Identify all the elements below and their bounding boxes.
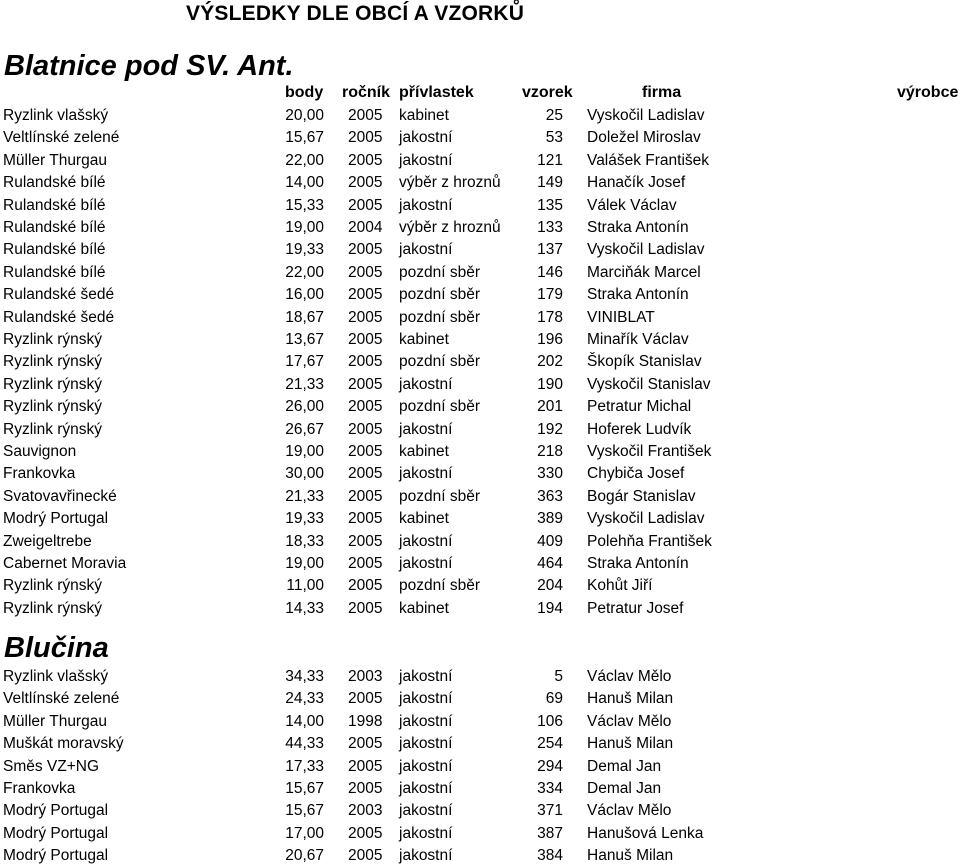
cell-sample-number: 69 bbox=[545, 690, 563, 708]
cell-sample-number: 194 bbox=[537, 599, 563, 617]
cell-year: 2004 bbox=[348, 219, 383, 236]
cell-variety: Ryzlink rýnský bbox=[3, 420, 103, 438]
cell-year: 2005 bbox=[348, 241, 383, 259]
cell-attribute: pozdní sběr bbox=[399, 308, 480, 326]
table-row bbox=[0, 800, 960, 822]
cell-attribute: výběr z hroznů bbox=[399, 174, 501, 192]
cell-year: 2005 bbox=[348, 331, 383, 348]
cell-sample-number: 146 bbox=[537, 263, 563, 281]
cell-attribute: pozdní sběr bbox=[399, 353, 480, 371]
cell-variety: Müller Thurgau bbox=[3, 151, 107, 169]
cell-attribute: pozdní sběr bbox=[399, 577, 480, 595]
cell-sample-number: 149 bbox=[537, 174, 563, 192]
table-row bbox=[0, 688, 960, 710]
cell-variety: Ryzlink vlašský bbox=[3, 668, 109, 685]
cell-producer-name: Valášek František bbox=[587, 151, 710, 169]
cell-year: 2005 bbox=[348, 420, 383, 438]
cell-variety: Rulandské šedé bbox=[3, 308, 115, 326]
cell-variety: Frankovka bbox=[3, 780, 76, 797]
cell-producer-name: Petratur Michal bbox=[587, 398, 692, 416]
table-row bbox=[0, 598, 960, 620]
cell-attribute: pozdní sběr bbox=[399, 263, 480, 281]
table-row bbox=[0, 239, 960, 261]
cell-points: 11,00 bbox=[286, 577, 324, 595]
cell-year: 2003 bbox=[348, 668, 383, 685]
cell-variety: Sauvignon bbox=[3, 443, 77, 460]
cell-year: 2005 bbox=[348, 443, 383, 460]
cell-year: 2005 bbox=[348, 555, 383, 572]
cell-attribute: jakostní bbox=[399, 241, 453, 259]
cell-attribute: jakostní bbox=[399, 824, 453, 842]
cell-attribute: jakostní bbox=[399, 465, 453, 483]
cell-sample-number: 25 bbox=[545, 107, 563, 124]
cell-points: 20,67 bbox=[285, 847, 324, 865]
table-row bbox=[0, 553, 960, 575]
cell-sample-number: 204 bbox=[537, 577, 563, 595]
cell-sample-number: 384 bbox=[537, 847, 563, 865]
cell-attribute: jakostní bbox=[399, 780, 453, 797]
cell-attribute: jakostní bbox=[399, 668, 453, 685]
cell-points: 21,33 bbox=[285, 375, 324, 393]
table-row bbox=[0, 329, 960, 351]
cell-variety: Ryzlink rýnský bbox=[3, 398, 103, 416]
cell-variety: Ryzlink rýnský bbox=[3, 577, 103, 595]
cell-attribute: jakostní bbox=[399, 802, 453, 820]
cell-points: 20,00 bbox=[285, 107, 324, 124]
cell-points: 19,33 bbox=[285, 510, 324, 528]
table-row bbox=[0, 105, 960, 127]
cell-sample-number: 254 bbox=[537, 735, 563, 753]
cell-producer-name: Václav Mělo bbox=[587, 802, 672, 820]
cell-year: 2005 bbox=[348, 465, 383, 483]
cell-year: 2005 bbox=[348, 286, 383, 304]
cell-sample-number: 179 bbox=[537, 286, 563, 304]
cell-attribute: kabinet bbox=[399, 107, 449, 124]
cell-variety: Rulandské bílé bbox=[3, 219, 106, 236]
cell-producer-name: Vyskočil Ladislav bbox=[587, 241, 705, 259]
table-row bbox=[0, 419, 960, 441]
section-title-blucina: Blučina bbox=[4, 632, 109, 664]
table-row bbox=[0, 531, 960, 553]
cell-producer-name: Marciňák Marcel bbox=[587, 263, 701, 281]
table-row bbox=[0, 508, 960, 530]
cell-sample-number: 121 bbox=[537, 151, 563, 169]
cell-sample-number: 178 bbox=[537, 308, 563, 326]
header-sample: vzorek bbox=[522, 84, 573, 101]
cell-producer-name: Kohůt Jiří bbox=[587, 577, 653, 595]
cell-producer-name: Vyskočil Stanislav bbox=[587, 375, 711, 393]
page-title: VÝSLEDKY DLE OBCÍ A VZORKŮ bbox=[186, 2, 525, 25]
cell-variety: Ryzlink rýnský bbox=[3, 375, 103, 393]
cell-points: 19,00 bbox=[285, 443, 324, 460]
cell-sample-number: 135 bbox=[537, 196, 563, 214]
table-row bbox=[0, 127, 960, 149]
cell-year: 2005 bbox=[348, 847, 383, 865]
cell-points: 15,33 bbox=[285, 196, 324, 214]
table-row bbox=[0, 217, 960, 239]
cell-sample-number: 202 bbox=[537, 353, 563, 371]
cell-year: 2005 bbox=[348, 487, 383, 505]
table-row bbox=[0, 262, 960, 284]
cell-year: 2005 bbox=[348, 308, 383, 326]
cell-sample-number: 5 bbox=[554, 668, 563, 685]
cell-sample-number: 363 bbox=[537, 487, 563, 505]
table-row bbox=[0, 666, 960, 688]
cell-attribute: kabinet bbox=[399, 510, 449, 528]
cell-sample-number: 371 bbox=[537, 802, 563, 820]
cell-producer-name: Hanušová Lenka bbox=[587, 824, 704, 842]
table-row bbox=[0, 374, 960, 396]
cell-attribute: jakostní bbox=[399, 847, 453, 865]
cell-attribute: jakostní bbox=[399, 690, 453, 708]
cell-variety: Ryzlink vlašský bbox=[3, 107, 109, 124]
cell-sample-number: 192 bbox=[537, 420, 563, 438]
cell-points: 14,33 bbox=[285, 599, 324, 617]
cell-points: 19,00 bbox=[285, 555, 324, 572]
cell-sample-number: 409 bbox=[537, 532, 563, 550]
cell-attribute: kabinet bbox=[399, 599, 449, 617]
table-row bbox=[0, 575, 960, 597]
cell-attribute: jakostní bbox=[399, 532, 453, 550]
cell-year: 2005 bbox=[348, 174, 383, 192]
table-row bbox=[0, 396, 960, 418]
cell-points: 14,00 bbox=[285, 174, 324, 192]
cell-points: 13,67 bbox=[285, 331, 324, 348]
cell-variety: Ryzlink rýnský bbox=[3, 353, 103, 371]
cell-year: 2005 bbox=[348, 375, 383, 393]
cell-sample-number: 389 bbox=[537, 510, 563, 528]
table-row bbox=[0, 172, 960, 194]
cell-sample-number: 137 bbox=[537, 241, 563, 259]
cell-year: 2005 bbox=[348, 151, 383, 169]
cell-variety: Zweigeltrebe bbox=[3, 532, 92, 550]
cell-points: 44,33 bbox=[285, 735, 324, 753]
cell-year: 2005 bbox=[348, 780, 383, 797]
cell-points: 22,00 bbox=[285, 151, 324, 169]
cell-points: 17,00 bbox=[285, 824, 324, 842]
header-firm: firma bbox=[642, 84, 682, 101]
cell-year: 2005 bbox=[348, 735, 383, 753]
cell-points: 17,33 bbox=[285, 757, 324, 775]
cell-producer-name: Straka Antonín bbox=[587, 555, 689, 572]
cell-points: 21,33 bbox=[285, 487, 324, 505]
cell-attribute: kabinet bbox=[399, 331, 449, 348]
cell-producer-name: Bogár Stanislav bbox=[587, 487, 696, 505]
cell-producer-name: Vyskočil Ladislav bbox=[587, 510, 705, 528]
table-row bbox=[0, 778, 960, 800]
cell-year: 2005 bbox=[348, 129, 383, 147]
cell-variety: Rulandské bílé bbox=[3, 263, 106, 281]
cell-sample-number: 53 bbox=[545, 129, 563, 147]
cell-points: 14,00 bbox=[285, 712, 324, 730]
cell-attribute: kabinet bbox=[399, 443, 449, 460]
cell-producer-name: Straka Antonín bbox=[587, 286, 689, 304]
cell-producer-name: Demal Jan bbox=[587, 757, 662, 775]
table-row bbox=[0, 150, 960, 172]
cell-sample-number: 334 bbox=[537, 780, 563, 797]
header-attribute: přívlastek bbox=[399, 84, 474, 101]
cell-variety: Veltlínské zelené bbox=[3, 129, 120, 147]
cell-points: 24,33 bbox=[285, 690, 324, 708]
section-title-blatnice: Blatnice pod SV. Ant. bbox=[4, 50, 294, 82]
table-row bbox=[0, 441, 960, 463]
cell-variety: Rulandské bílé bbox=[3, 241, 106, 259]
cell-year: 2005 bbox=[348, 577, 383, 595]
cell-points: 15,67 bbox=[285, 802, 324, 820]
cell-producer-name: Polehňa František bbox=[587, 532, 712, 550]
cell-year: 2005 bbox=[348, 107, 383, 124]
cell-producer-name: Petratur Josef bbox=[587, 599, 684, 617]
cell-year: 2003 bbox=[348, 802, 383, 820]
cell-producer-name: Demal Jan bbox=[587, 780, 662, 797]
cell-sample-number: 294 bbox=[537, 757, 563, 775]
cell-attribute: jakostní bbox=[399, 555, 453, 572]
cell-producer-name: Chybiča Josef bbox=[587, 465, 685, 483]
cell-points: 15,67 bbox=[285, 129, 324, 147]
cell-points: 34,33 bbox=[285, 668, 324, 685]
cell-producer-name: Václav Mělo bbox=[587, 712, 672, 730]
cell-variety: Veltlínské zelené bbox=[3, 690, 120, 708]
cell-variety: Rulandské bílé bbox=[3, 174, 106, 192]
cell-year: 2005 bbox=[348, 690, 383, 708]
cell-sample-number: 190 bbox=[537, 375, 563, 393]
cell-year: 2005 bbox=[348, 196, 383, 214]
cell-sample-number: 218 bbox=[537, 443, 563, 460]
cell-variety: Frankovka bbox=[3, 465, 76, 483]
cell-year: 2005 bbox=[348, 757, 383, 775]
cell-producer-name: Hanuš Milan bbox=[587, 847, 674, 865]
cell-producer-name: Vyskočil Ladislav bbox=[587, 107, 705, 124]
cell-attribute: pozdní sběr bbox=[399, 286, 480, 304]
cell-points: 22,00 bbox=[285, 263, 324, 281]
cell-variety: Cabernet Moravia bbox=[3, 555, 127, 572]
cell-variety: Rulandské šedé bbox=[3, 286, 115, 304]
cell-producer-name: Straka Antonín bbox=[587, 219, 689, 236]
cell-producer-name: Hanuš Milan bbox=[587, 690, 674, 708]
cell-variety: Svatovavřinecké bbox=[3, 487, 117, 505]
cell-attribute: jakostní bbox=[399, 712, 453, 730]
cell-points: 26,00 bbox=[285, 398, 324, 416]
cell-producer-name: Hanuš Milan bbox=[587, 735, 674, 753]
cell-attribute: pozdní sběr bbox=[399, 487, 480, 505]
header-producer: výrobce bbox=[897, 84, 959, 101]
cell-producer-name: Hanačík Josef bbox=[587, 174, 686, 192]
cell-variety: Müller Thurgau bbox=[3, 712, 107, 730]
cell-producer-name: Vyskočil František bbox=[587, 443, 712, 460]
table-row bbox=[0, 351, 960, 373]
cell-year: 2005 bbox=[348, 599, 383, 617]
cell-sample-number: 201 bbox=[537, 398, 563, 416]
cell-variety: Rulandské bílé bbox=[3, 196, 106, 214]
cell-year: 2005 bbox=[348, 510, 383, 528]
cell-variety: Modrý Portugal bbox=[3, 847, 109, 865]
cell-variety: Modrý Portugal bbox=[3, 824, 109, 842]
cell-attribute: jakostní bbox=[399, 420, 453, 438]
cell-year: 1998 bbox=[348, 712, 383, 730]
cell-producer-name: Hoferek Ludvík bbox=[587, 420, 692, 438]
cell-points: 15,67 bbox=[285, 780, 324, 797]
cell-sample-number: 387 bbox=[537, 824, 563, 842]
cell-attribute: jakostní bbox=[399, 129, 453, 147]
table-row bbox=[0, 195, 960, 217]
cell-points: 30,00 bbox=[285, 465, 324, 483]
cell-producer-name: Válek Václav bbox=[587, 196, 677, 214]
cell-points: 16,00 bbox=[285, 286, 324, 304]
cell-attribute: pozdní sběr bbox=[399, 398, 480, 416]
cell-year: 2005 bbox=[348, 398, 383, 416]
table-row bbox=[0, 756, 960, 778]
cell-attribute: jakostní bbox=[399, 196, 453, 214]
table-row bbox=[0, 307, 960, 329]
table-row bbox=[0, 845, 960, 867]
cell-attribute: jakostní bbox=[399, 757, 453, 775]
cell-attribute: jakostní bbox=[399, 151, 453, 169]
cell-attribute: jakostní bbox=[399, 375, 453, 393]
cell-year: 2005 bbox=[348, 824, 383, 842]
cell-sample-number: 330 bbox=[537, 465, 563, 483]
cell-producer-name: Minařík Václav bbox=[587, 331, 689, 348]
cell-year: 2005 bbox=[348, 353, 383, 371]
cell-producer-name: Doležel Miroslav bbox=[587, 129, 701, 147]
cell-sample-number: 196 bbox=[537, 331, 563, 348]
table-row bbox=[0, 463, 960, 485]
table-row bbox=[0, 823, 960, 845]
cell-sample-number: 464 bbox=[537, 555, 563, 572]
cell-points: 26,67 bbox=[285, 420, 324, 438]
cell-points: 18,33 bbox=[285, 532, 324, 550]
cell-sample-number: 133 bbox=[537, 219, 563, 236]
cell-sample-number: 106 bbox=[537, 712, 563, 730]
cell-points: 17,67 bbox=[285, 353, 324, 371]
cell-attribute: výběr z hroznů bbox=[399, 219, 501, 236]
cell-variety: Modrý Portugal bbox=[3, 802, 109, 820]
cell-year: 2005 bbox=[348, 263, 383, 281]
header-year: ročník bbox=[342, 84, 391, 101]
cell-points: 19,33 bbox=[285, 241, 324, 259]
header-body: body bbox=[285, 84, 324, 101]
cell-variety: Modrý Portugal bbox=[3, 510, 109, 528]
cell-producer-name: Václav Mělo bbox=[587, 668, 672, 685]
cell-points: 18,67 bbox=[285, 308, 324, 326]
cell-producer-name: Škopík Stanislav bbox=[587, 353, 702, 371]
cell-attribute: jakostní bbox=[399, 735, 453, 753]
cell-variety: Ryzlink rýnský bbox=[3, 331, 103, 348]
table-row bbox=[0, 486, 960, 508]
cell-year: 2005 bbox=[348, 532, 383, 550]
cell-producer-name: VINIBLAT bbox=[587, 308, 655, 326]
cell-points: 19,00 bbox=[285, 219, 324, 236]
cell-variety: Směs VZ+NG bbox=[3, 757, 100, 775]
cell-variety: Muškát moravský bbox=[3, 735, 124, 753]
table-row bbox=[0, 284, 960, 306]
cell-variety: Ryzlink rýnský bbox=[3, 599, 103, 617]
table-row bbox=[0, 733, 960, 755]
table-row bbox=[0, 711, 960, 733]
